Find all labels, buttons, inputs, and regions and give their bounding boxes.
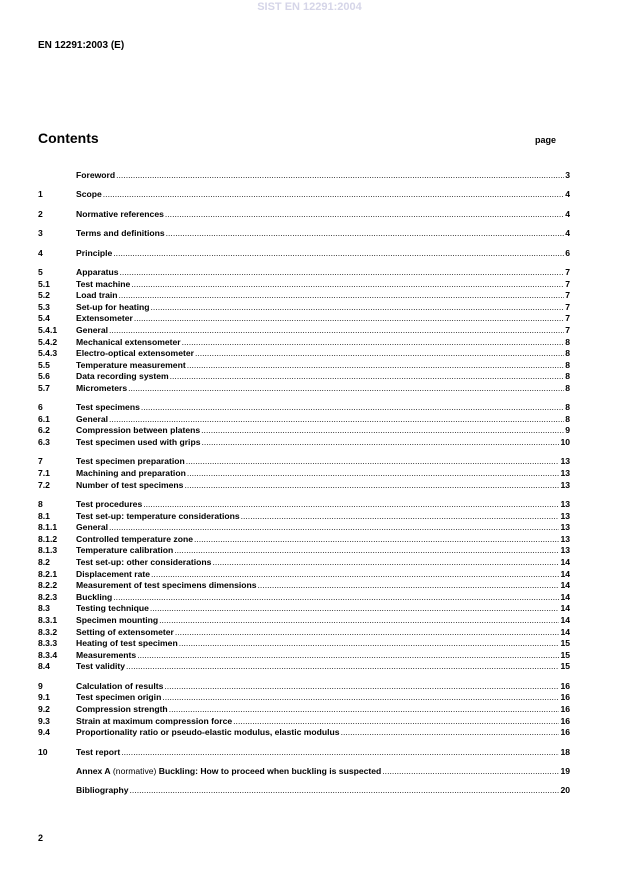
toc-dot-leader — [109, 325, 564, 337]
toc-entry[interactable] — [38, 425, 570, 437]
toc-dot-leader — [164, 681, 559, 693]
toc-dot-leader — [241, 511, 560, 523]
toc-dot-leader — [166, 228, 565, 240]
toc-entry-title: Test specimen origin — [76, 692, 162, 703]
toc-dot-leader — [341, 727, 560, 739]
toc-entry-page: 16 — [560, 692, 570, 703]
page-number: 2 — [38, 833, 44, 843]
toc-entry[interactable] — [38, 248, 570, 260]
toc-entry-number: 5.4 — [38, 313, 50, 324]
toc-entry-title: Micrometers — [76, 382, 128, 393]
toc-entry[interactable] — [38, 592, 570, 604]
toc-entry-page: 8 — [565, 382, 570, 393]
toc-dot-leader — [382, 766, 559, 778]
toc-entry-title: Displacement rate — [76, 568, 151, 579]
toc-entry-title: General — [76, 522, 109, 533]
toc-entry[interactable] — [38, 522, 570, 534]
toc-entry-title: Extensometer — [76, 313, 133, 324]
toc-entry-number: 8.1 — [38, 510, 50, 521]
toc-dot-leader — [201, 437, 559, 449]
toc-entry-number: 9.4 — [38, 727, 50, 738]
toc-entry-page: 13 — [560, 533, 570, 544]
toc-entry-page: 9 — [565, 425, 570, 436]
toc-entry[interactable] — [38, 716, 570, 728]
toc-entry-page: 15 — [560, 638, 570, 649]
toc-entry-page: 14 — [560, 568, 570, 579]
toc-dot-leader — [169, 704, 560, 716]
toc-entry-number: 4 — [38, 247, 43, 258]
toc-entry-number: 5.4.3 — [38, 348, 58, 359]
toc-dot-leader — [159, 615, 559, 627]
toc-entry-number: 8.3 — [38, 603, 50, 614]
toc-entry-title: Measurements — [76, 649, 137, 660]
toc-entry[interactable] — [38, 383, 570, 395]
toc-dot-leader — [109, 522, 559, 534]
toc-entry-title: Test set-up: temperature considerations — [76, 510, 240, 521]
toc-dot-leader — [170, 371, 565, 383]
toc-entry[interactable] — [38, 727, 570, 739]
toc-entry-page: 16 — [560, 727, 570, 738]
toc-entry-page: 15 — [560, 661, 570, 672]
toc-entry[interactable] — [38, 360, 570, 372]
toc-dot-leader — [119, 290, 565, 302]
toc-entry-page: 14 — [560, 603, 570, 614]
toc-entry-number: 8.2.2 — [38, 580, 58, 591]
table-of-contents — [38, 170, 570, 797]
toc-entry-title: Test report — [76, 746, 121, 757]
toc-entry-page: 4 — [565, 189, 570, 200]
toc-dot-leader — [103, 189, 564, 201]
toc-entry[interactable] — [38, 785, 570, 797]
toc-entry-title: Bibliography — [76, 785, 129, 796]
toc-entry-title: Test specimen preparation — [76, 456, 185, 467]
toc-dot-leader — [187, 468, 560, 480]
toc-entry-title: Test specimens — [76, 402, 140, 413]
toc-entry-title: Terms and definitions — [76, 228, 165, 239]
toc-entry-page: 13 — [560, 510, 570, 521]
toc-dot-leader — [134, 313, 564, 325]
toc-entry[interactable] — [38, 209, 570, 221]
toc-entry-page: 14 — [560, 614, 570, 625]
toc-entry-number: 9 — [38, 680, 43, 691]
toc-dot-leader — [151, 302, 565, 314]
toc-dot-leader — [233, 716, 559, 728]
toc-entry-page: 8 — [565, 348, 570, 359]
toc-entry-page: 16 — [560, 680, 570, 691]
toc-entry-page: 8 — [565, 413, 570, 424]
toc-entry-title: Apparatus — [76, 266, 119, 277]
toc-entry-page: 4 — [565, 208, 570, 219]
toc-entry[interactable] — [38, 747, 570, 759]
toc-dot-leader — [121, 747, 559, 759]
toc-entry-page: 14 — [560, 591, 570, 602]
toc-entry-page: 7 — [565, 324, 570, 335]
toc-dot-leader — [150, 603, 560, 615]
toc-entry-number: 8.3.4 — [38, 649, 58, 660]
toc-dot-leader — [186, 456, 560, 468]
toc-entry-page: 7 — [565, 290, 570, 301]
toc-entry[interactable] — [38, 534, 570, 546]
toc-entry[interactable] — [38, 437, 570, 449]
toc-entry[interactable] — [38, 189, 570, 201]
toc-dot-leader — [174, 545, 559, 557]
toc-dot-leader — [258, 580, 560, 592]
toc-entry-number: 6.1 — [38, 413, 50, 424]
toc-dot-leader — [113, 248, 564, 260]
toc-entry[interactable] — [38, 692, 570, 704]
toc-entry-number: 9.3 — [38, 715, 50, 726]
toc-dot-leader — [120, 267, 565, 279]
toc-entry-page: 8 — [565, 371, 570, 382]
toc-entry[interactable] — [38, 313, 570, 325]
toc-entry-page: 8 — [565, 359, 570, 370]
toc-entry-page: 18 — [560, 746, 570, 757]
toc-entry-title: Testing technique — [76, 603, 149, 614]
toc-entry-page: 7 — [565, 313, 570, 324]
toc-dot-leader — [182, 337, 565, 349]
toc-entry[interactable] — [38, 170, 570, 182]
toc-entry-page: 13 — [560, 522, 570, 533]
toc-entry[interactable] — [38, 603, 570, 615]
document-id: EN 12291:2003 (E) — [38, 40, 125, 51]
toc-entry-title: Buckling — [76, 591, 113, 602]
toc-entry-page: 10 — [560, 437, 570, 448]
toc-entry-title: Compression strength — [76, 703, 168, 714]
toc-entry-number: 5.6 — [38, 371, 50, 382]
toc-dot-leader — [116, 170, 564, 182]
toc-entry-number: 1 — [38, 189, 43, 200]
toc-dot-leader — [126, 661, 559, 673]
toc-entry-number: 5.2 — [38, 290, 50, 301]
toc-entry-title: Strain at maximum compression force — [76, 715, 233, 726]
toc-entry-number: 5.4.2 — [38, 336, 58, 347]
toc-entry[interactable] — [38, 704, 570, 716]
toc-entry[interactable] — [38, 371, 570, 383]
toc-entry-number: 6.3 — [38, 437, 50, 448]
toc-entry-page: 7 — [565, 266, 570, 277]
toc-entry[interactable] — [38, 279, 570, 291]
toc-dot-leader — [212, 557, 559, 569]
toc-entry[interactable] — [38, 627, 570, 639]
toc-entry-number: 9.2 — [38, 703, 50, 714]
toc-entry-number: 5.5 — [38, 359, 50, 370]
toc-entry-number: 5.4.1 — [38, 324, 58, 335]
toc-entry-page: 13 — [560, 499, 570, 510]
toc-entry-number: 8.3.1 — [38, 614, 58, 625]
toc-entry[interactable] — [38, 267, 570, 279]
toc-entry-number: 5.3 — [38, 301, 50, 312]
toc-entry[interactable] — [38, 499, 570, 511]
contents-title: Contents — [38, 130, 99, 146]
toc-entry[interactable] — [38, 480, 570, 492]
toc-entry-title: Heating of test specimen — [76, 638, 178, 649]
toc-entry[interactable] — [38, 661, 570, 673]
toc-entry-title: Proportionality ratio or pseudo-elastic modulus, elastic modulus — [76, 727, 340, 738]
toc-entry[interactable] — [38, 615, 570, 627]
page-column-label: page — [535, 135, 557, 145]
toc-entry-page: 16 — [560, 715, 570, 726]
toc-dot-leader — [141, 402, 564, 414]
toc-entry-title: Temperature measurement — [76, 359, 186, 370]
toc-entry-title: Measurement of test specimens dimensions — [76, 580, 257, 591]
toc-dot-leader — [184, 480, 559, 492]
toc-entry-title: Electro-optical extensometer — [76, 348, 194, 359]
toc-dot-leader — [109, 414, 564, 426]
toc-entry[interactable] — [38, 456, 570, 468]
toc-entry[interactable] — [38, 638, 570, 650]
toc-entry-title: Test set-up: other considerations — [76, 557, 212, 567]
toc-entry[interactable] — [38, 511, 570, 523]
toc-entry-title: Load train — [76, 290, 118, 301]
toc-entry-title — [76, 766, 381, 778]
toc-entry-page: 13 — [560, 479, 570, 490]
toc-entry[interactable] — [38, 545, 570, 557]
toc-dot-leader — [179, 638, 560, 650]
toc-entry-title: Data recording system — [76, 371, 169, 382]
toc-entry-title-lead: Annex A — [76, 765, 111, 776]
toc-entry-number: 8.1.1 — [38, 522, 58, 533]
toc-entry-title: Calculation of results — [76, 680, 164, 691]
toc-entry-title: Controlled temperature zone — [76, 533, 193, 544]
toc-entry-number: 10 — [38, 746, 48, 757]
toc-entry-title: Test specimen used with grips — [76, 437, 201, 448]
toc-entry-page: 20 — [560, 785, 570, 796]
toc-entry[interactable] — [38, 557, 570, 569]
toc-entry-number: 5.7 — [38, 382, 50, 393]
toc-entry[interactable] — [38, 348, 570, 360]
toc-entry-title: Scope — [76, 189, 102, 200]
toc-entry-number: 2 — [38, 208, 43, 219]
toc-entry-page: 4 — [565, 228, 570, 239]
toc-entry-page: 15 — [560, 649, 570, 660]
toc-entry-title: Specimen mounting — [76, 614, 159, 625]
toc-entry[interactable] — [38, 766, 570, 778]
toc-entry-number: 8.1.2 — [38, 533, 58, 544]
toc-entry[interactable] — [38, 402, 570, 414]
toc-entry[interactable] — [38, 325, 570, 337]
toc-entry-number: 5.1 — [38, 278, 50, 289]
toc-dot-leader — [128, 383, 564, 395]
toc-entry-title: Test validity — [76, 661, 126, 672]
toc-dot-leader — [130, 785, 560, 797]
toc-dot-leader — [113, 592, 559, 604]
toc-dot-leader — [151, 569, 559, 581]
toc-entry-page: 7 — [565, 301, 570, 312]
toc-entry[interactable] — [38, 414, 570, 426]
toc-entry-page: 14 — [560, 580, 570, 591]
toc-entry-title-qualifier: (normative) — [110, 765, 159, 776]
toc-entry-title: Test procedures — [76, 499, 143, 510]
toc-entry-title: General — [76, 413, 109, 424]
toc-entry-page: 7 — [565, 278, 570, 289]
toc-entry-title: Set-up for heating — [76, 301, 150, 312]
toc-entry[interactable] — [38, 228, 570, 240]
toc-entry-title: Test machine — [76, 278, 131, 289]
toc-entry-page: 8 — [565, 336, 570, 347]
toc-entry-title: Compression between platens — [76, 425, 201, 436]
toc-entry-number: 8.3.3 — [38, 638, 58, 649]
toc-dot-leader — [143, 499, 559, 511]
toc-entry-number: 7 — [38, 456, 43, 467]
toc-entry-page: 13 — [560, 545, 570, 556]
toc-entry-title: Foreword — [76, 170, 116, 180]
toc-entry-title: General — [76, 324, 109, 335]
toc-dot-leader — [175, 627, 560, 639]
toc-entry[interactable] — [38, 650, 570, 662]
watermark: SIST EN 12291:2004 — [257, 1, 362, 13]
toc-entry-number: 8.4 — [38, 661, 50, 672]
toc-entry[interactable] — [38, 337, 570, 349]
toc-entry-number: 3 — [38, 228, 43, 239]
toc-entry-title: Machining and preparation — [76, 468, 186, 479]
toc-dot-leader — [165, 209, 564, 221]
toc-entry-title: Temperature calibration — [76, 545, 174, 556]
toc-dot-leader — [201, 425, 564, 437]
toc-entry[interactable] — [38, 580, 570, 592]
toc-entry-number: 6 — [38, 402, 43, 413]
toc-entry-number: 7.2 — [38, 479, 50, 490]
toc-entry-number: 8.2.3 — [38, 591, 58, 602]
toc-entry-number: 6.2 — [38, 425, 50, 436]
toc-entry-number: 8.3.2 — [38, 626, 58, 637]
toc-entry-page: 14 — [560, 626, 570, 637]
toc-entry-page: 16 — [560, 703, 570, 714]
toc-entry-number: 8.2 — [38, 557, 50, 567]
toc-entry-page: 6 — [565, 247, 570, 258]
toc-entry-title: Mechanical extensometer — [76, 336, 181, 347]
toc-entry[interactable] — [38, 468, 570, 480]
toc-entry-number: 8.1.3 — [38, 545, 58, 556]
toc-entry-number: 9.1 — [38, 692, 50, 703]
toc-entry-number: 5 — [38, 266, 43, 277]
toc-entry[interactable] — [38, 302, 570, 314]
toc-entry-title: Principle — [76, 247, 113, 258]
toc-entry-page: 3 — [565, 170, 570, 180]
toc-entry[interactable] — [38, 569, 570, 581]
toc-dot-leader — [195, 348, 564, 360]
toc-entry[interactable] — [38, 681, 570, 693]
toc-dot-leader — [137, 650, 559, 662]
toc-entry-title: Normative references — [76, 208, 164, 219]
toc-dot-leader — [194, 534, 559, 546]
toc-entry-page: 13 — [560, 468, 570, 479]
toc-entry-number: 8 — [38, 499, 43, 510]
toc-dot-leader — [162, 692, 559, 704]
toc-entry[interactable] — [38, 290, 570, 302]
toc-entry-page: 13 — [560, 456, 570, 467]
toc-dot-leader — [187, 360, 565, 372]
toc-entry-title-rest: Buckling: How to proceed when buckling is suspected — [158, 765, 382, 776]
toc-dot-leader — [131, 279, 564, 291]
toc-entry-number: 7.1 — [38, 468, 50, 479]
toc-entry-page: 19 — [560, 765, 570, 776]
toc-entry-page: 8 — [565, 402, 570, 413]
toc-entry-title: Setting of extensometer — [76, 626, 174, 637]
toc-entry-title: Number of test specimens — [76, 479, 184, 490]
toc-entry-page: 14 — [560, 557, 570, 567]
toc-entry-number: 8.2.1 — [38, 568, 58, 579]
